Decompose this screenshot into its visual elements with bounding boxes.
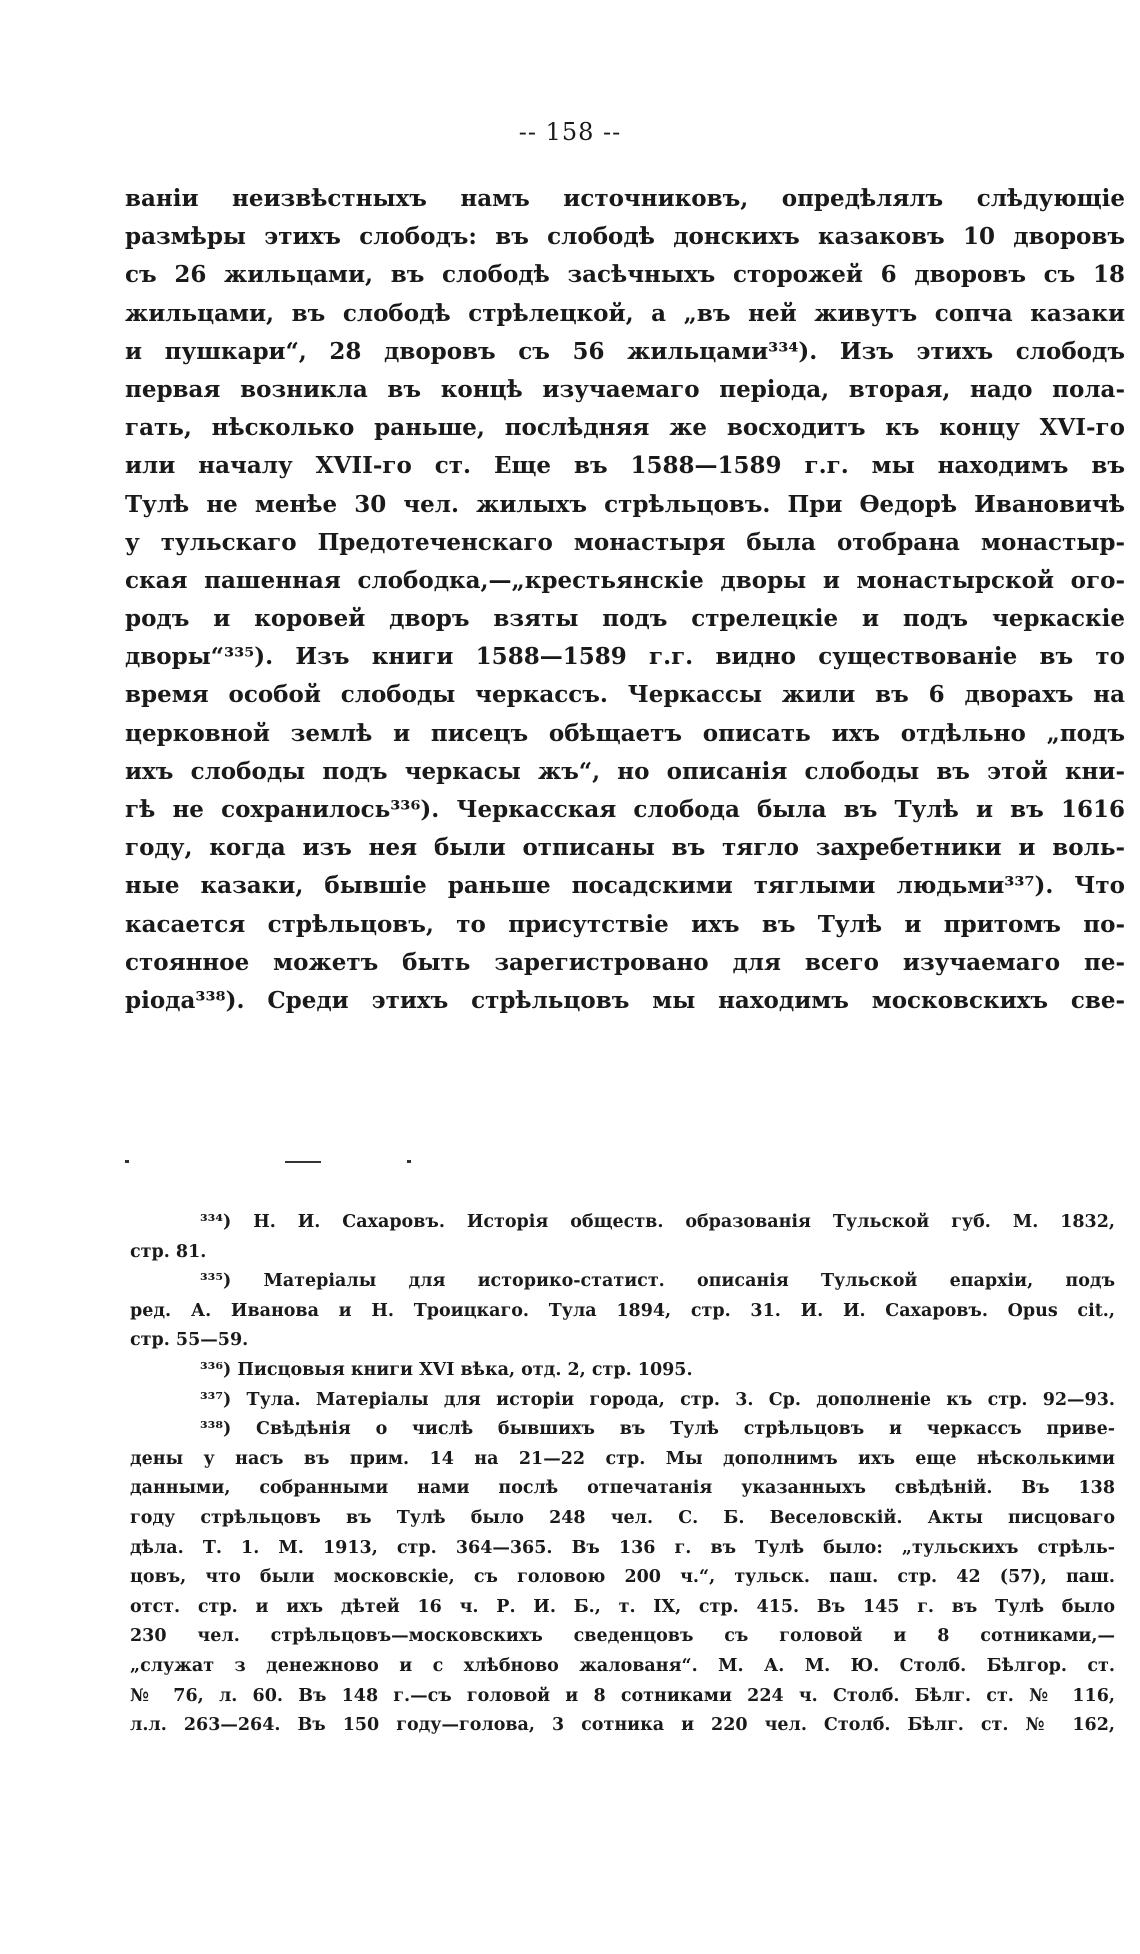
footnotes [130,1208,1115,1741]
footnote-line: № 76, л. 60. Въ 148 г.—съ головой и 8 сотниками 224 ч. Столб. Бѣлг. ст. № 116, [130,1685,1115,1706]
main-text-line: у тульскаго Предотеченскаго монастыря была отобрана монастыр- [125,528,1125,556]
main-text-line: ихъ слободы подъ черкасы жъ“, но описанiя слободы въ этой кни- [125,757,1125,785]
footnote-line: ³³⁵) Матерiалы для историко-статист. описанiя Тульской епархiи, подъ [200,1271,1115,1292]
main-text-line: дворы“³³⁵). Изъ книги 1588—1589 г.г. видно существованiе въ то [125,643,1125,671]
footnote-line: „служат з денежново и с хлѣбново жалованя“. М. А. М. Ю. Столб. Бѣлгор. ст. [130,1655,1115,1676]
main-text-line: году, когда изъ нея были отписаны въ тягло захребетники и воль- [125,834,1125,862]
main-text-line: или началу XVII-го ст. Еще въ 1588—1589 г.г. мы находимъ въ [125,452,1125,480]
main-text [125,180,1125,1020]
footnote-line: стр. 55—59. [130,1330,249,1351]
separator-dot [407,1160,411,1163]
main-text-line: церковной землѣ и писецъ обѣщаетъ описать ихъ отдѣльно „подъ [125,719,1125,747]
main-text-line: время особой слободы черкассъ. Черкассы жили въ 6 дворахъ на [125,681,1125,709]
footnote-line: цовъ, что были московскiе, съ головою 200 ч.“, тульск. паш. стр. 42 (57), паш. [130,1567,1115,1588]
main-text-line: стоянное можетъ быть зарегистровано для всего изучаемаго пе- [125,948,1125,976]
main-text-line: и пушкари“, 28 дворовъ съ 56 жильцами³³⁴). Изъ этихъ слободъ [125,337,1125,365]
footnote-line: отст. стр. и ихъ дѣтей 16 ч. Р. И. Б., т. IX, стр. 415. Въ 145 г. въ Тулѣ было [130,1596,1115,1617]
page-number: -- 158 -- [518,118,622,146]
footnote-line: данными, собранными нами послѣ отпечатанiя указанныхъ свѣдѣнiй. Въ 138 [130,1478,1115,1499]
footnote-line: дены у насъ въ прим. 14 на 21—22 стр. Мы дополнимъ ихъ еще нѣсколькими [130,1448,1115,1469]
footnote-line: ³³⁷) Тула. Матерiалы для исторiи города, стр. 3. Ср. дополненiе къ стр. 92—93. [200,1389,1115,1410]
separator-dot [125,1160,129,1163]
main-text-line: ская пашенная слободка,—„крестьянскiе дворы и монастырской ого- [125,566,1125,594]
footnote-separator [125,1158,1125,1168]
footnote-line: году стрѣльцовъ въ Тулѣ было 248 чел. С. Б. Веселовскiй. Акты писцоваго [130,1507,1115,1528]
footnote-line: ³³⁸) Свѣдѣнiя о числѣ бывшихъ въ Тулѣ стрѣльцовъ и черкассъ приве- [200,1419,1115,1440]
footnote-line: 230 чел. стрѣльцовъ—московскихъ сведенцовъ съ головой и 8 сотниками,— [130,1626,1115,1647]
footnote-line: стр. 81. [130,1241,207,1262]
footnote-line: ³³⁶) Писцовыя книги XVI вѣка, отд. 2, стр. 1095. [200,1359,693,1380]
main-text-line: съ 26 жильцами, въ слободѣ засѣчныхъ сторожей 6 дворовъ съ 18 [125,261,1125,289]
main-text-line: первая возникла въ концѣ изучаемаго перiода, вторая, надо пола- [125,375,1125,403]
separator-dash [285,1161,321,1163]
main-text-line: гѣ не сохранилось³³⁶). Черкасская слобода была въ Тулѣ и въ 1616 [125,796,1125,823]
main-text-line: касается стрѣльцовъ, то присутствiе ихъ въ Тулѣ и притомъ по- [125,910,1125,938]
footnote-line: л.л. 263—264. Въ 150 году—голова, 3 сотника и 220 чел. Столб. Бѣлг. ст. № 162, [130,1715,1115,1736]
main-text-line: рiода³³⁸). Среди этихъ стрѣльцовъ мы находимъ московскихъ све- [125,986,1125,1014]
main-text-line: гать, нѣсколько раньше, послѣдняя же восходитъ къ концу XVI-го [125,414,1125,442]
footnote-line: ред. А. Иванова и Н. Троицкаго. Тула 1894, стр. 31. И. И. Сахаровъ. Opus cit., [130,1300,1115,1321]
footnote-line: ³³⁴) Н. И. Сахаровъ. Исторiя обществ. образованiя Тульской губ. М. 1832, [200,1212,1115,1232]
main-text-line: жильцами, въ слободѣ стрѣлецкой, а „въ ней живутъ сопча казаки [125,299,1125,327]
footnote-line: дѣла. Т. 1. М. 1913, стр. 364—365. Въ 136 г. въ Тулѣ было: „тульскихъ стрѣль- [130,1537,1115,1558]
main-text-line: ные казаки, бывшiе раньше посадскими тяглыми людьми³³⁷). Что [125,872,1125,900]
main-text-line: Тулѣ не менѣе 30 чел. жилыхъ стрѣльцовъ. При Өедорѣ Ивановичѣ [125,490,1125,518]
main-text-line: размѣры этихъ слободъ: въ слободѣ донскихъ казаковъ 10 дворовъ [125,223,1125,251]
main-text-line: родъ и коровей дворъ взяты подъ стрелецкiе и подъ черкаскiе [125,605,1125,633]
main-text-line: ванiи неизвѣстныхъ намъ источниковъ, опредѣлялъ слѣдующiе [125,185,1125,212]
